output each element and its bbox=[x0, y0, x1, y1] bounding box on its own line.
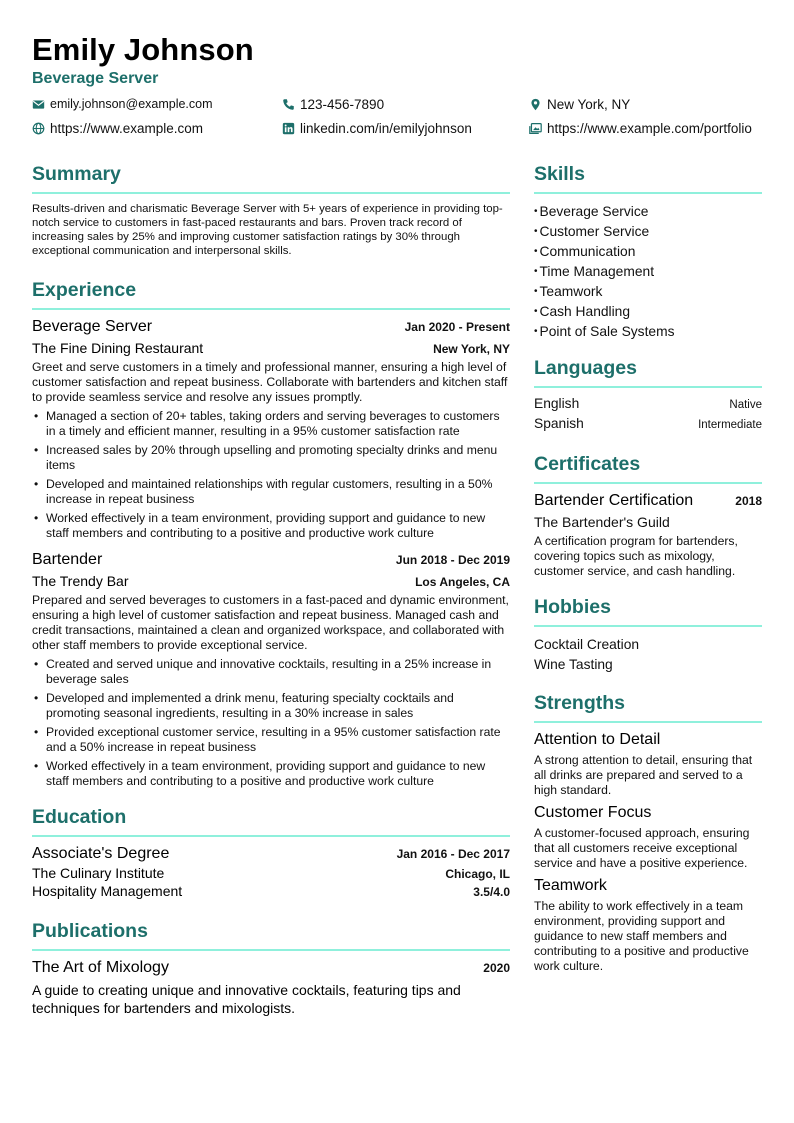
language-row bbox=[534, 396, 762, 416]
job-location: Los Angeles, CA bbox=[415, 575, 510, 589]
language-name: Spanish bbox=[534, 416, 584, 431]
portfolio-icon bbox=[529, 122, 542, 135]
linkedin-text: linkedin.com/in/emilyjohnson bbox=[300, 121, 472, 136]
phone-text: 123-456-7890 bbox=[300, 97, 385, 112]
language-row bbox=[534, 416, 762, 436]
job-dates: Jun 2018 - Dec 2019 bbox=[395, 553, 510, 567]
skill-item: • Beverage Service bbox=[534, 202, 762, 222]
job-title: Beverage Server bbox=[32, 318, 153, 335]
publication-year: 2020 bbox=[483, 961, 510, 975]
strength-title: Teamwork bbox=[534, 877, 607, 894]
company-name: The Fine Dining Restaurant bbox=[32, 340, 204, 356]
achievement-item: • Provided exceptional customer service, resulting in a 95% customer satisfaction rate and a 50% increase in repeat business bbox=[32, 725, 510, 755]
skill-item: • Point of Sale Systems bbox=[534, 322, 762, 342]
achievement-item: • Created and served unique and innovative cocktails, resulting in a 25% increase in beverage sales bbox=[32, 657, 510, 687]
strength-description: A strong attention to detail, ensuring that all drinks are prepared and served to a high standard. bbox=[534, 753, 753, 797]
publication-title: The Art of Mixology bbox=[32, 959, 169, 976]
publication-description: A guide to creating unique and innovative cocktails, featuring tips and techniques for bartenders and mixologists. bbox=[32, 982, 461, 1016]
contact-linkedin[interactable] bbox=[282, 121, 472, 136]
job-location: New York, NY bbox=[433, 342, 510, 356]
contact-website[interactable] bbox=[32, 121, 203, 136]
achievement-item: • Worked effectively in a team environment, providing support and guidance to new staff members and contributing to a positive and productive work culture bbox=[32, 759, 510, 789]
job-dates: Jan 2020 - Present bbox=[404, 320, 510, 334]
language-name: English bbox=[534, 396, 580, 411]
experience-item bbox=[32, 318, 510, 541]
education-degree-row bbox=[32, 845, 510, 863]
hobbies-heading: Hobbies bbox=[534, 593, 762, 627]
main-column bbox=[32, 160, 510, 1017]
skill-item: • Customer Service bbox=[534, 222, 762, 242]
contact-phone[interactable] bbox=[282, 97, 384, 112]
phone-icon bbox=[282, 98, 295, 111]
publications-heading: Publications bbox=[32, 917, 510, 951]
portfolio-text: https://www.example.com/portfolio bbox=[547, 121, 752, 136]
field-of-study: Hospitality Management bbox=[32, 883, 183, 899]
strength-title: Customer Focus bbox=[534, 804, 652, 821]
sidebar-column bbox=[534, 160, 762, 980]
skill-item: • Communication bbox=[534, 242, 762, 262]
certificate-item bbox=[534, 492, 762, 579]
strength-description: The ability to work effectively in a team environment, providing support and guidance to new staff members and contributing to a positive and productive work culture. bbox=[534, 899, 749, 973]
job-achievements bbox=[32, 409, 510, 541]
strengths-heading: Strengths bbox=[534, 689, 762, 723]
job-achievements bbox=[32, 657, 510, 789]
certificate-issuer: The Bartender's Guild bbox=[534, 514, 670, 530]
hobby-item: Wine Tasting bbox=[534, 657, 613, 672]
summary-heading: Summary bbox=[32, 160, 510, 194]
publication-row bbox=[32, 959, 510, 977]
skills-list bbox=[534, 202, 762, 342]
achievement-item: • Developed and maintained relationships with regular customers, resulting in a 50% increase in repeat business bbox=[32, 477, 510, 507]
skill-item: • Teamwork bbox=[534, 282, 762, 302]
experience-item bbox=[32, 551, 510, 789]
email-text: emily.johnson@example.com bbox=[50, 97, 213, 111]
education-field-row bbox=[32, 883, 510, 899]
website-text: https://www.example.com bbox=[50, 121, 204, 136]
location-icon bbox=[529, 98, 542, 111]
skills-heading: Skills bbox=[534, 160, 762, 194]
candidate-name: Emily Johnson bbox=[32, 32, 254, 67]
job-title: Bartender bbox=[32, 551, 103, 568]
contact-portfolio[interactable] bbox=[529, 121, 752, 136]
summary-text: Results-driven and charismatic Beverage Server with 5+ years of experience in providing top-notch service to customers in fast-paced restaurants and bars. Proven track record of increasing sales by 25% and improving customer satisfaction ratings by 30% through exceptional communication and interpersonal skills. bbox=[32, 203, 503, 257]
languages-list bbox=[534, 396, 762, 436]
degree-name: Associate's Degree bbox=[32, 845, 170, 862]
strength-title: Attention to Detail bbox=[534, 731, 661, 748]
experience-heading: Experience bbox=[32, 276, 510, 310]
language-level: Intermediate bbox=[698, 419, 762, 431]
certificate-title: Bartender Certification bbox=[534, 492, 694, 509]
languages-heading: Languages bbox=[534, 354, 762, 388]
strength-description: A customer-focused approach, ensuring that all customers receive exceptional service and have a positive experience. bbox=[534, 826, 750, 870]
job-description: Prepared and served beverages to customers in a fast-paced and dynamic environment, ensuring a high level of customer satisfaction and repeat business. Managed cash and credit transactions, maintained a clean and organized workspace, and collaborated with other staff members to provide exceptional service. bbox=[32, 593, 509, 652]
certificates-heading: Certificates bbox=[534, 450, 762, 484]
certificate-year: 2018 bbox=[735, 494, 762, 508]
location-text: New York, NY bbox=[547, 97, 631, 112]
achievement-item: • Increased sales by 20% through upselling and promoting specialty drinks and menu items bbox=[32, 443, 510, 473]
institution-name: The Culinary Institute bbox=[32, 865, 165, 881]
skill-item: • Time Management bbox=[534, 262, 762, 282]
contact-email[interactable] bbox=[32, 97, 213, 111]
hobby-item: Cocktail Creation bbox=[534, 637, 640, 652]
certificate-description: A certification program for bartenders, covering topics such as mixology, customer service, and cash handling. bbox=[534, 534, 738, 578]
strengths-list bbox=[534, 731, 762, 974]
contact-location bbox=[529, 97, 630, 112]
gpa: 3.5/4.0 bbox=[473, 885, 510, 899]
education-location: Chicago, IL bbox=[445, 867, 510, 881]
skill-item: • Cash Handling bbox=[534, 302, 762, 322]
hobbies-list bbox=[534, 635, 762, 675]
education-dates: Jan 2016 - Dec 2017 bbox=[396, 847, 510, 861]
achievement-item: • Worked effectively in a team environment, providing support and guidance to new staff members and contributing to a positive and productive work culture bbox=[32, 511, 510, 541]
candidate-role: Beverage Server bbox=[32, 70, 159, 87]
email-icon bbox=[32, 98, 45, 111]
achievement-item: • Managed a section of 20+ tables, taking orders and serving beverages to customers in a timely and efficient manner, resulting in a 95% customer satisfaction rate bbox=[32, 409, 510, 439]
globe-icon bbox=[32, 122, 45, 135]
linkedin-icon bbox=[282, 122, 295, 135]
education-heading: Education bbox=[32, 803, 510, 837]
education-institution-row bbox=[32, 865, 510, 881]
company-name: The Trendy Bar bbox=[32, 573, 129, 589]
achievement-item: • Developed and implemented a drink menu, featuring specialty cocktails and promoting seasonal ingredients, resulting in a 30% increase in sales bbox=[32, 691, 510, 721]
job-description: Greet and serve customers in a timely and professional manner, ensuring a high level of customer satisfaction and repeat business. Collaborate with bartenders and kitchen staff to provide seamless service and resolve any issues promptly. bbox=[32, 360, 508, 404]
language-level: Native bbox=[729, 399, 762, 411]
